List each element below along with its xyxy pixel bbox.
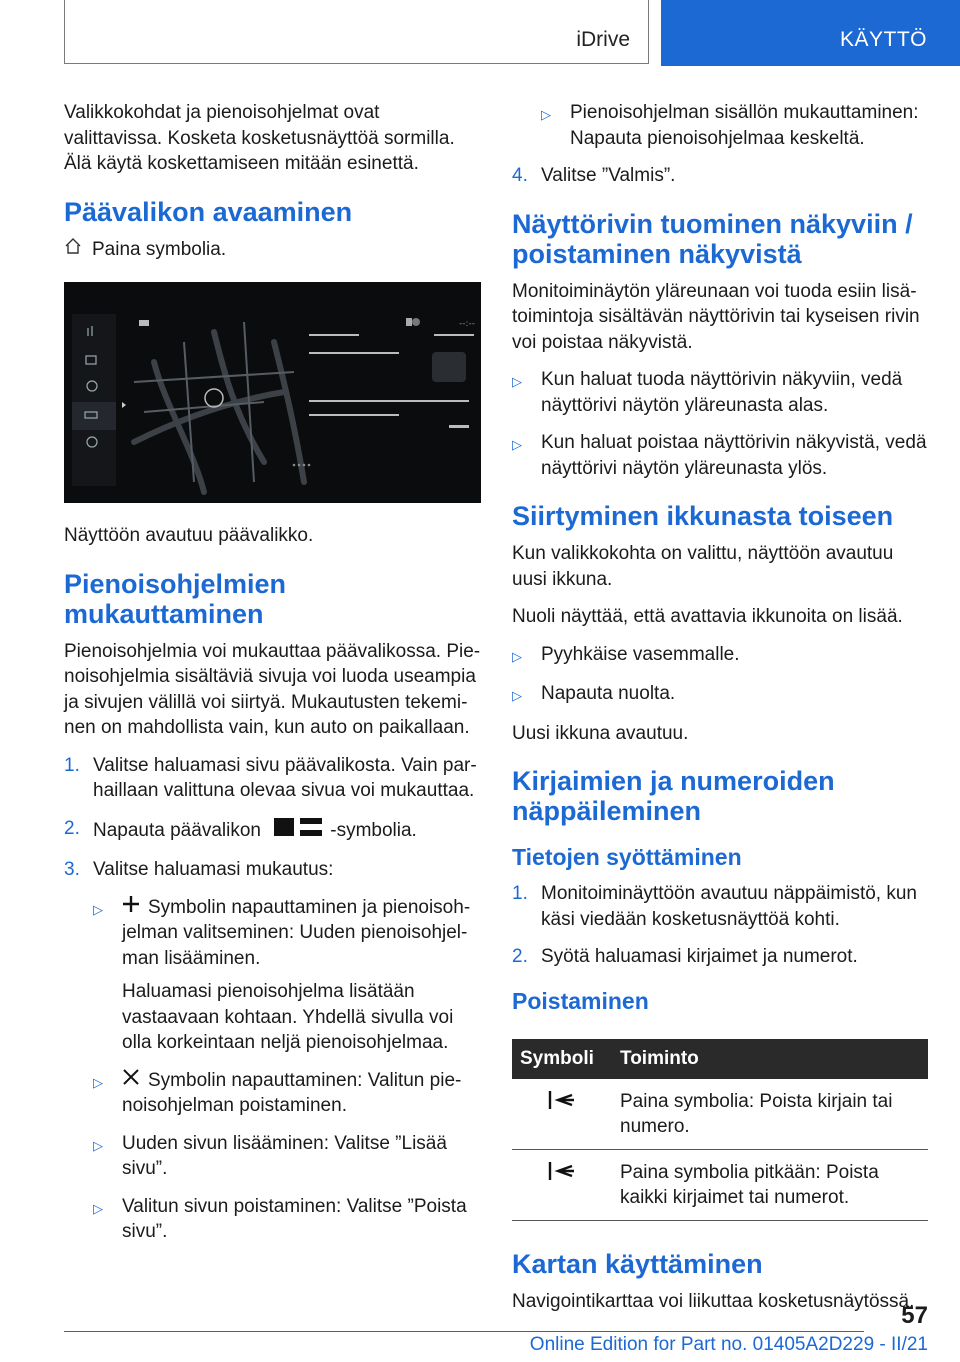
backspace-arrow-icon (548, 1095, 576, 1116)
triangle-bullet-icon: ▷ (93, 1200, 103, 1216)
map-text: Navigointikarttaa voi liikuttaa kosketusnäytössä. (512, 1290, 915, 1312)
list-item: ▷ Pienoisohjelman sisällön mukauttaminen: Napauta pienoisohjelmaa keskeltä. (541, 100, 928, 151)
intro-text: Valikkokohdat ja pienoisohjelmat ovat valittavissa. Kosketa kosketusnäyttöä sormilla. Älä käytä koskettamiseen mitään esinettä. (64, 102, 455, 174)
list-item: ▷ Uuden sivun lisääminen: Valitse ”Lisää sivu”. (93, 1131, 481, 1182)
plus-icon (122, 895, 140, 921)
list-item: 4. Valitse ”Valmis”. (512, 165, 676, 186)
footer-divider (64, 1331, 864, 1332)
list-item: 3. Valitse haluamasi mukautus: (64, 859, 334, 880)
widget-menu-icon (274, 816, 322, 846)
list-item: ▷ Napauta nuolta. (512, 681, 928, 709)
sub-plus-note: Haluamasi pienoisohjelma lisätään vastaavaan kohtaan. Yhdellä sivulla voi olla korkeintaan neljä pienoisohjelmaa. (122, 981, 454, 1054)
header-frame (64, 0, 649, 64)
table-row: Paina symbolia: Poista kirjain tai numero. (512, 1079, 928, 1150)
list-item: 1. Valitse haluamasi sivu päävalikosta. Vain parhaillaan valittuna olevaa sivua voi mukauttaa. (64, 754, 477, 801)
statusbar-text: Monitoiminäytön yläreunaan voi tuoda esiin lisätoimintoja sisältävän näyttörivin tai kyseisen rivin voi poistaa näkyvistä. (512, 280, 920, 353)
heading-main-menu: Päävalikon avaaminen (64, 196, 353, 227)
backspace-arrow-icon (548, 1166, 576, 1187)
arrow-text: Nuoli näyttää, että avattavia ikkunoita on lisää. (512, 606, 903, 627)
close-icon (122, 1068, 140, 1094)
main-menu-screenshot (64, 282, 481, 503)
after-image-text: Näyttöön avautuu päävalikko. (64, 525, 314, 546)
switch-text: Kun valikkokohta on valittu, näyttöön avautuu uusi ikkuna. (512, 543, 894, 590)
list-item: ▷ Kun haluat tuoda näyttörivin näkyviin, vedä näyttörivi näytön yläreunasta alas. (512, 367, 928, 418)
header-tab (661, 0, 960, 66)
list-item: ▷ Symbolin napauttaminen: Valitun pienoisohjelman poistaminen. (93, 1068, 481, 1119)
press-symbol-text: Paina symbolia. (92, 238, 227, 260)
heading-widgets: Pienoisohjelmien mukauttaminen (64, 568, 287, 629)
triangle-bullet-icon: ▷ (512, 648, 522, 664)
triangle-bullet-icon: ▷ (93, 1074, 103, 1090)
list-item: ▷ Symbolin napauttaminen ja pienoisohjelman valitseminen: Uuden pienoisohjelman lisääminen. (93, 895, 481, 972)
footer-edition: Online Edition for Part no. 01405A2D229 - II/21 (529, 1334, 928, 1355)
list-item: 2. Syötä haluamasi kirjaimet ja numerot. (512, 946, 858, 967)
triangle-bullet-icon: ▷ (541, 107, 551, 122)
header-tab-label: KÄYTTÖ (839, 28, 927, 51)
home-icon (64, 237, 92, 263)
header-section: iDrive (576, 28, 630, 51)
heading-delete: Poistaminen (512, 987, 649, 1014)
triangle-bullet-icon: ▷ (512, 437, 522, 452)
widgets-text: Pienoisohjelmia voi mukauttaa päävalikossa. Pienoisohjelmia sisältäviä sivuja voi luoda useampia ja sivujen välillä voi siirtyä. Mukautusten tekeminen on mahdollista vain, kun auto on paikallaan. (64, 640, 481, 738)
table-header-function: Toiminto (612, 1039, 928, 1079)
left-column (64, 100, 481, 1257)
list-item: ▷ Valitun sivun poistaminen: Valitse ”Poista sivu”. (93, 1194, 481, 1245)
table-header-symbol: Symboli (512, 1039, 612, 1079)
triangle-bullet-icon: ▷ (512, 688, 522, 703)
delete-table (512, 1039, 928, 1221)
svg-text:--:--: --:-- (459, 319, 476, 329)
triangle-bullet-icon: ▷ (93, 901, 103, 917)
list-item: 2. Napauta päävalikon -symbolia. (64, 816, 481, 846)
triangle-bullet-icon: ▷ (512, 374, 522, 389)
list-item: ▷ Pyyhkäise vasemmalle. (512, 642, 928, 670)
heading-letters: Kirjaimien ja numeroiden näppäileminen (512, 766, 835, 826)
heading-input: Tietojen syöttäminen (512, 844, 742, 870)
right-column (512, 100, 928, 1326)
page-number: 57 (901, 1302, 928, 1329)
new-window-text: Uusi ikkuna avautuu. (512, 722, 689, 744)
heading-switch-window: Siirtyminen ikkunasta toiseen (512, 501, 894, 531)
list-item: ▷ Kun haluat poistaa näyttörivin näkyvistä, vedä näyttörivi näytön yläreunasta ylös. (512, 430, 928, 481)
list-item: 1. Monitoiminäyttöön avautuu näppäimistö, kun käsi viedään kosketusnäyttöä kohti. (512, 883, 918, 930)
triangle-bullet-icon: ▷ (93, 1137, 103, 1153)
heading-map: Kartan käyttäminen (512, 1248, 763, 1279)
heading-statusbar: Näyttörivin tuominen näkyviin / poistaminen näkyvistä (512, 208, 913, 269)
table-row: Paina symbolia pitkään: Poista kaikki kirjaimet tai numerot. (512, 1149, 928, 1220)
